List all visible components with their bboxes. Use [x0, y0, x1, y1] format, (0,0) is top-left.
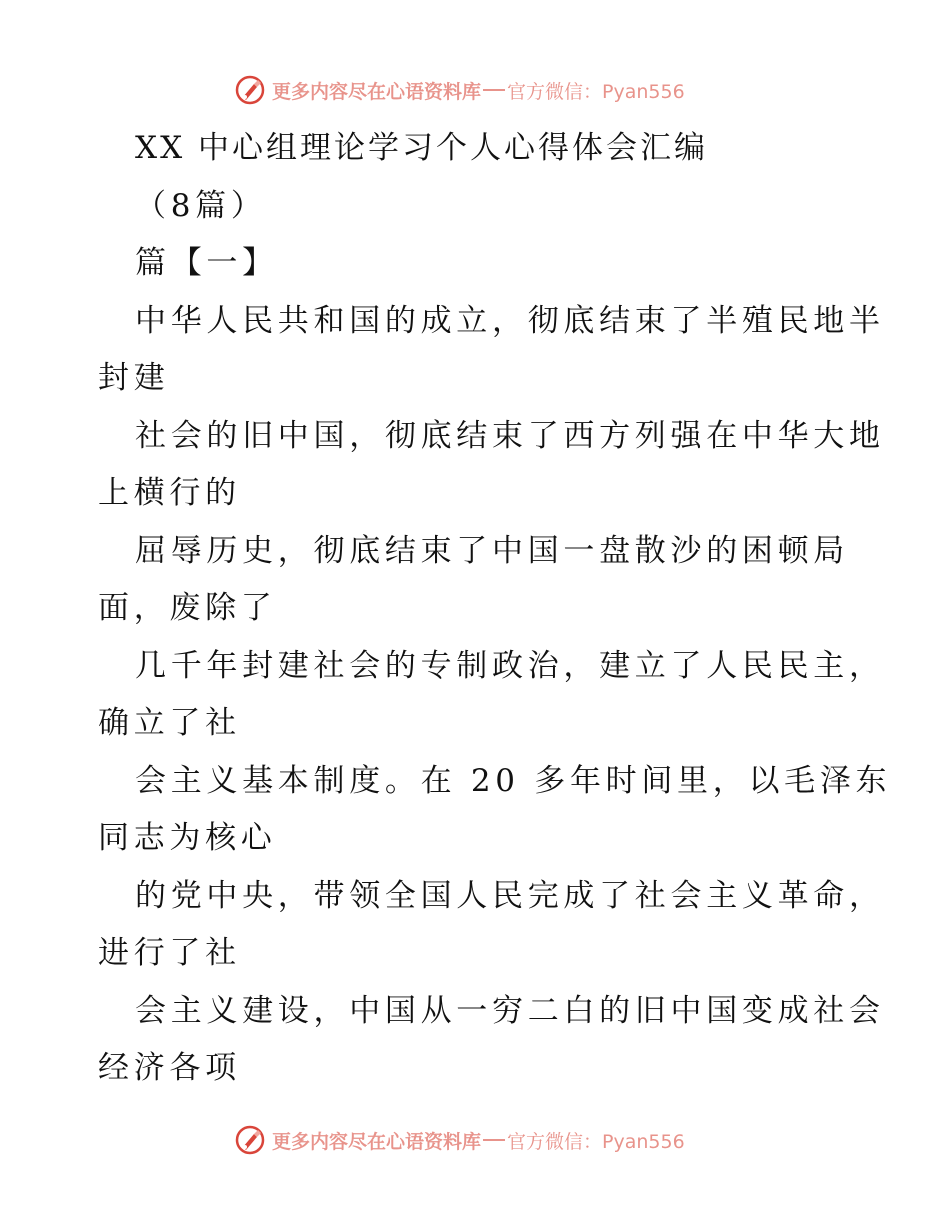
footer-watermark — [234, 1123, 685, 1157]
document-body — [98, 120, 892, 1098]
watermark-sub-text: 官方微信：Pyan556 — [507, 80, 685, 103]
paragraph-line: 封建 — [98, 360, 170, 396]
section-heading: 篇【一】 — [135, 245, 278, 281]
paragraph-line: 社会的旧中国，彻底结束了西方列强在中华大地 — [135, 417, 885, 454]
watermark-dash — [483, 1139, 505, 1141]
paragraph-line: 会主义基本制度。在 20 多年时间里，以毛泽东 — [135, 762, 892, 799]
document-title: XX 中心组理论学习个人心得体会汇编 — [135, 130, 708, 166]
paragraph-line: 中华人民共和国的成立，彻底结束了半殖民地半 — [135, 302, 885, 339]
paragraph-line: 确立了社 — [98, 705, 241, 741]
pen-logo-icon — [234, 74, 266, 106]
paragraph-line: 进行了社 — [98, 935, 241, 971]
paragraph-line: 几千年封建社会的专制政治，建立了人民民主， — [135, 647, 885, 684]
paragraph-line: 同志为核心 — [98, 820, 277, 856]
paragraph-line: 屈辱历史，彻底结束了中国一盘散沙的困顿局 — [135, 532, 849, 569]
watermark-main-text: 更多内容尽在心语资料库 — [272, 1130, 482, 1153]
watermark-sub-text: 官方微信：Pyan556 — [507, 1130, 685, 1153]
document-subtitle: （8篇） — [135, 187, 267, 224]
paragraph-line: 面，废除了 — [98, 590, 277, 626]
paragraph-line: 会主义建设，中国从一穷二白的旧中国变成社会 — [135, 992, 885, 1029]
paragraph-line: 上横行的 — [98, 475, 241, 511]
paragraph-line: 的党中央，带领全国人民完成了社会主义革命， — [135, 877, 885, 914]
watermark-dash — [483, 89, 505, 91]
pen-logo-icon — [234, 1124, 266, 1156]
header-watermark — [234, 73, 685, 107]
paragraph-line: 经济各项 — [98, 1050, 241, 1086]
watermark-main-text: 更多内容尽在心语资料库 — [272, 80, 482, 103]
